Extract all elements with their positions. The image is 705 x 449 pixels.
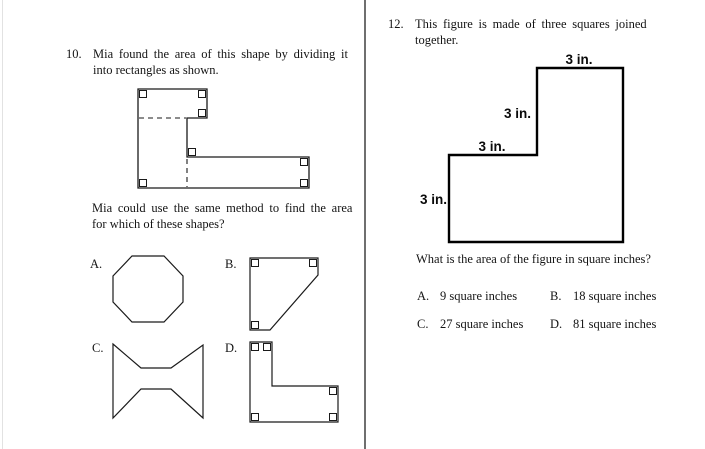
question-10-number: 10. — [66, 47, 82, 61]
right-angle-marker — [199, 110, 206, 117]
choice-b-label: B. — [550, 289, 562, 303]
column-divider — [364, 0, 366, 449]
option-a-label: A. — [90, 257, 103, 271]
followup-line-1: Mia could use the same method to find the area — [92, 201, 353, 215]
choice-c-text: 27 square inches — [440, 317, 524, 331]
right-angle-marker — [301, 180, 308, 187]
option-c-bowtie-shape — [109, 340, 208, 422]
side-label-middle: 3 in. — [478, 139, 506, 154]
side-label-upper-left: 3 in. — [503, 106, 531, 121]
option-d-lshape — [245, 338, 342, 426]
question-12-prompt — [415, 16, 658, 48]
choice-c-label: C. — [417, 317, 429, 331]
side-label-top: 3 in. — [565, 52, 593, 67]
choice-a-text: 9 square inches — [440, 289, 518, 303]
side-label-lower-left: 3 in. — [419, 192, 447, 207]
option-b-pentagon-shape — [246, 253, 323, 333]
right-angle-marker — [252, 260, 259, 267]
three-squares-figure — [405, 48, 633, 248]
right-angle-marker — [264, 344, 271, 351]
prompt-line-1: Mia found the area of this shape by dividing it — [93, 47, 348, 61]
option-c-label: C. — [92, 341, 104, 355]
option-a-octagon-shape — [110, 252, 188, 326]
right-angle-marker — [199, 91, 206, 98]
right-angle-marker — [252, 322, 259, 329]
option-d-label: D. — [225, 341, 238, 355]
choice-a-label: A. — [417, 289, 430, 303]
choice-d-text: 81 square inches — [573, 317, 657, 331]
right-angle-marker — [301, 159, 308, 166]
followup-line-2: for which of these shapes? — [92, 217, 225, 231]
prompt-line-2: together. — [415, 33, 459, 47]
question-12-number: 12. — [388, 17, 404, 31]
prompt-line-1: This figure is made of three squares joined — [415, 17, 647, 31]
right-angle-marker — [140, 180, 147, 187]
option-b-label: B. — [225, 257, 237, 271]
question-10-prompt — [93, 46, 363, 78]
question-12-question: What is the area of the figure in square inches? — [416, 252, 651, 266]
right-angle-marker — [330, 414, 337, 421]
right-angle-marker — [140, 91, 147, 98]
question-10-followup — [92, 200, 362, 232]
choice-b-text: 18 square inches — [573, 289, 657, 303]
right-angle-marker — [252, 414, 259, 421]
right-angle-marker — [189, 149, 196, 156]
page-left-edge — [2, 0, 3, 449]
choice-d-label: D. — [550, 317, 563, 331]
right-angle-marker — [252, 344, 259, 351]
prompt-line-2: into rectangles as shown. — [93, 63, 219, 77]
divided-shape-figure — [130, 83, 315, 195]
right-angle-marker — [330, 388, 337, 395]
right-angle-marker — [310, 260, 317, 267]
